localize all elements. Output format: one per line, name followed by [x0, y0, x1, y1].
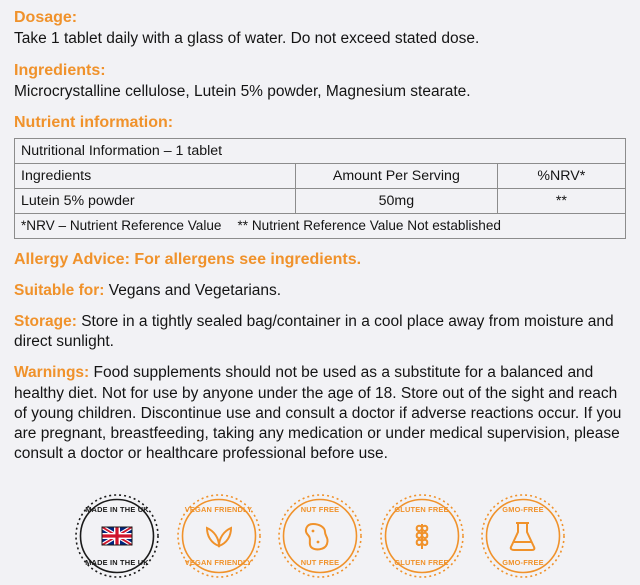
cell-amount-per-serving: 50mg	[296, 189, 498, 214]
table-row-footnotes	[15, 214, 626, 238]
section-nutrient-information	[14, 113, 626, 238]
nutrition-table-title: Nutritional Information – 1 tablet	[15, 138, 626, 163]
badge-label-top: NUT FREE	[300, 505, 340, 514]
warnings-line	[14, 363, 626, 464]
storage-text: Store in a tightly sealed bag/container in a cool place away from moisture and direct sunlight.	[14, 313, 614, 351]
storage-heading: Storage:	[14, 313, 77, 331]
section-allergy-advice	[14, 250, 626, 270]
dosage-text: Take 1 tablet daily with a glass of water. Do not exceed stated dose.	[14, 30, 480, 48]
section-suitable-for	[14, 281, 626, 301]
union-jack-flag-icon	[102, 527, 132, 545]
badge-made-in-the-uk	[72, 491, 162, 581]
suitable-for-text: Vegans and Vegetarians.	[108, 282, 282, 300]
footnote-nrv-not-established: ** Nutrient Reference Value Not established	[237, 218, 501, 234]
badge-label-bottom: MADE IN THE UK	[85, 558, 149, 567]
section-ingredients	[14, 61, 626, 103]
badge-gmo-free	[478, 491, 568, 581]
table-row-title	[15, 138, 626, 163]
allergy-advice-text: For allergens see ingredients.	[134, 250, 362, 268]
nutrient-information-heading: Nutrient information:	[14, 114, 174, 132]
nutritional-information-table	[14, 138, 626, 239]
warnings-heading: Warnings:	[14, 364, 90, 382]
ingredients-heading: Ingredients:	[14, 61, 106, 79]
ingredients-text: Microcrystalline cellulose, Lutein 5% powder, Magnesium stearate.	[14, 83, 471, 101]
allergy-advice-heading: Allergy Advice:	[14, 250, 130, 268]
badge-label-bottom: VEGAN FRIENDLY	[184, 558, 253, 567]
warnings-text: Food supplements should not be used as a substitute for a balanced and healthy diet. Not for use by anyone under the age of 18. Store out of the sight and reach of young children. Discontinue use and consult a doctor if adverse reactions occur. If you are pregnant, breastfeeding, taking any medication or under medical supervision, please consult a doctor or healthcare professional before use.	[14, 364, 622, 463]
badge-label-bottom: GLUTEN FREE	[394, 558, 449, 567]
badge-label-top: MADE IN THE UK	[85, 505, 149, 514]
column-header-ingredients: Ingredients	[15, 163, 296, 188]
dosage-heading: Dosage:	[14, 9, 78, 26]
badge-nut-free	[275, 491, 365, 581]
badge-label-top: GLUTEN FREE	[394, 505, 449, 514]
badge-vegan-friendly	[174, 491, 264, 581]
storage-line	[14, 312, 626, 352]
cell-ingredient-name: Lutein 5% powder	[15, 189, 296, 214]
allergy-advice-line	[14, 250, 626, 270]
section-dosage	[14, 8, 626, 50]
section-warnings	[14, 363, 626, 464]
section-storage	[14, 312, 626, 352]
badge-label-bottom: NUT FREE	[300, 558, 340, 567]
table-row	[15, 189, 626, 214]
cell-nrv-value: **	[497, 189, 625, 214]
badge-label-top: GMO-FREE	[502, 505, 544, 514]
wheat-icon	[416, 524, 427, 549]
table-footnotes	[15, 214, 626, 238]
table-row-headers	[15, 163, 626, 188]
column-header-nrv: %NRV*	[497, 163, 625, 188]
certification-badges	[14, 477, 626, 581]
badge-label-bottom: GMO-FREE	[502, 558, 544, 567]
leaf-icon	[207, 528, 231, 546]
peanut-icon	[306, 524, 328, 549]
suitable-for-line	[14, 281, 626, 301]
flask-icon	[511, 523, 535, 550]
badge-label-top: VEGAN FRIENDLY	[184, 505, 253, 514]
badge-gluten-free	[377, 491, 467, 581]
footnote-nrv: *NRV – Nutrient Reference Value	[21, 218, 222, 234]
suitable-for-heading: Suitable for:	[14, 282, 105, 300]
column-header-amount-per-serving: Amount Per Serving	[296, 163, 498, 188]
